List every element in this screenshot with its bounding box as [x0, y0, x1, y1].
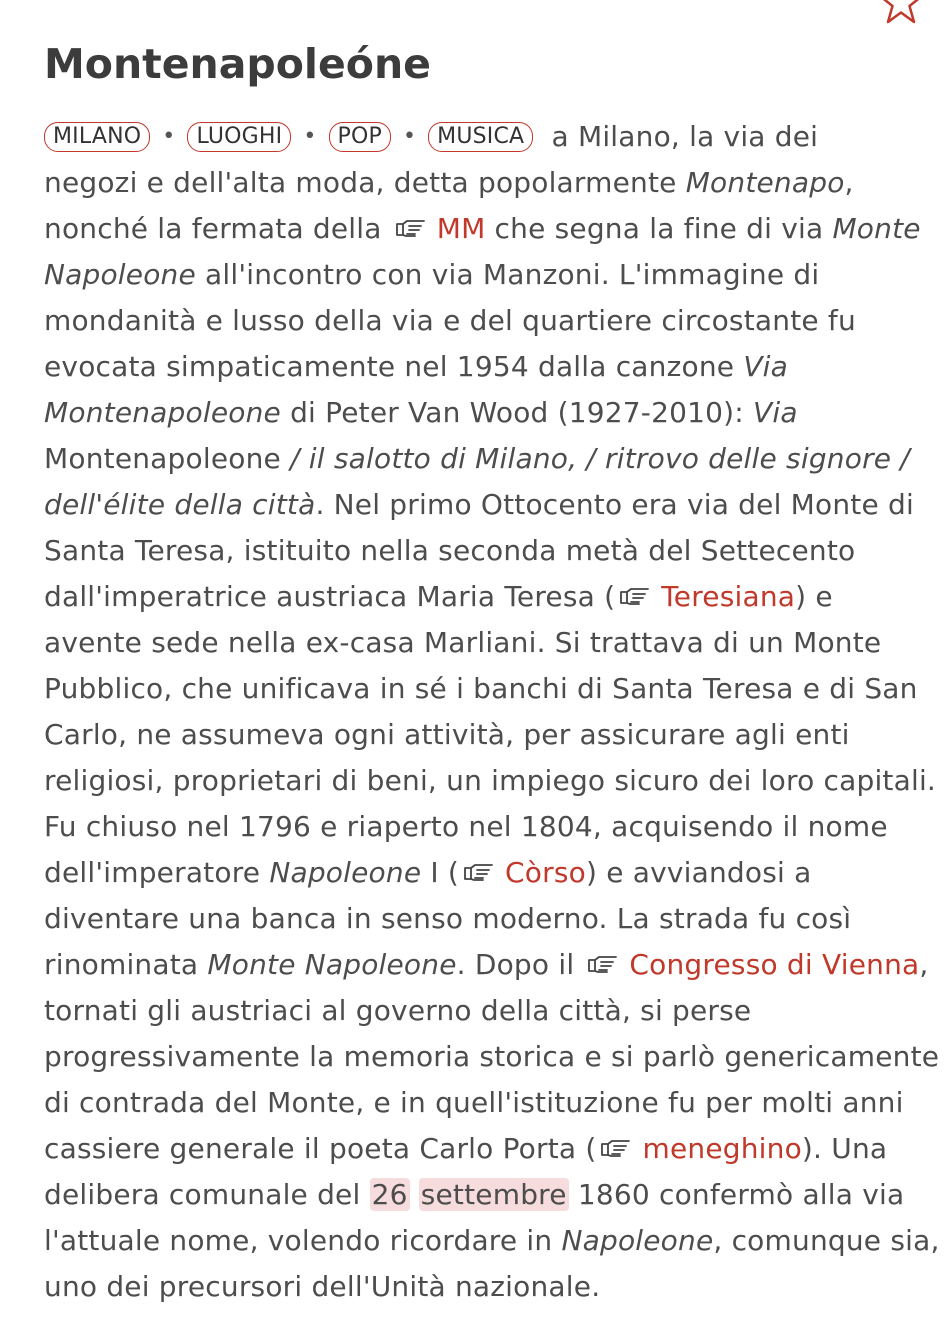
text-line: [44, 206, 949, 252]
text-line: [44, 850, 949, 896]
pointing-hand-icon: [600, 1137, 632, 1159]
text-fragment-italic: / il salotto di Milano, / ritrovo delle signore /: [280, 442, 910, 475]
text-line: avente sede nella ex-casa Marliani. Si trattava di un Monte: [44, 626, 882, 659]
text-fragment: , comunque sia,: [713, 1224, 940, 1257]
text-fragment: a Milano, la via dei: [551, 120, 819, 153]
text-fragment: ) e avviandosi a: [585, 856, 812, 889]
text-fragment: rinominata: [44, 948, 208, 981]
text-fragment: dall'imperatrice austriaca Maria Teresa (: [44, 580, 616, 613]
pointing-hand-icon: [463, 861, 495, 883]
text-fragment: dell'imperatore: [44, 856, 270, 889]
text-fragment: ). Una: [801, 1132, 888, 1165]
tag-separator: •: [303, 124, 317, 149]
text-fragment: evocata simpaticamente nel 1954 dalla canzone: [44, 350, 744, 383]
text-line: uno dei precursori dell'Unità nazionale.: [44, 1270, 601, 1303]
text-fragment-italic: Montenapo: [685, 166, 845, 199]
link-teresiana[interactable]: Teresiana: [661, 580, 796, 613]
pointing-hand-icon: [587, 953, 619, 975]
text-fragment: ,: [919, 948, 929, 981]
text-line: Fu chiuso nel 1796 e riaperto nel 1804, acquisendo il nome: [44, 810, 888, 843]
text-line: tornati gli austriaci al governo della città, si perse: [44, 994, 752, 1027]
tag-musica[interactable]: MUSICA: [428, 122, 533, 152]
tag-separator: •: [402, 124, 417, 149]
text-fragment-italic: Napoleone: [269, 856, 422, 889]
text-fragment: di Peter Van Wood (1927-2010):: [280, 396, 754, 429]
pointing-hand-icon: [395, 217, 427, 239]
text-fragment: ,: [844, 166, 854, 199]
text-line: Santa Teresa, istituito nella seconda metà del Settecento: [44, 534, 856, 567]
text-fragment-italic: Napoleone: [44, 258, 196, 291]
pointing-hand-icon: [619, 585, 651, 607]
text-fragment: . Dopo il: [456, 948, 584, 981]
text-line: [44, 160, 949, 206]
text-fragment: 1860 confermò alla via: [577, 1178, 905, 1211]
text-line: [44, 1218, 949, 1264]
text-fragment: I (: [421, 856, 460, 889]
text-fragment-italic: Via: [743, 350, 789, 383]
text-fragment: negozi e dell'alta moda, detta popolarmente: [44, 166, 686, 199]
text-line: [44, 436, 949, 482]
text-line: [44, 344, 949, 390]
text-fragment-italic: Montenapoleone: [44, 396, 281, 429]
highlight-day[interactable]: 26: [371, 1178, 408, 1211]
text-fragment: Montenapoleone: [44, 442, 281, 475]
page-title: Montenapoleóne: [44, 40, 431, 88]
text-fragment: ) e: [795, 580, 833, 613]
text-line: Pubblico, che unificava in sé i banchi di Santa Teresa e di San: [44, 672, 918, 705]
text-line: [44, 114, 949, 160]
text-fragment-italic: Monte: [832, 212, 921, 245]
tag-luoghi[interactable]: LUOGHI: [187, 122, 291, 152]
text-line: [44, 1172, 949, 1218]
text-fragment-italic: Napoleone: [561, 1224, 714, 1257]
text-line: Carlo, ne assumeva ogni attività, per assicurare agli enti: [44, 718, 850, 751]
text-fragment-italic: dell'élite della città: [44, 488, 316, 521]
tag-milano[interactable]: MILANO: [44, 122, 150, 152]
text-line: diventare una banca in senso moderno. La strada fu così: [44, 902, 852, 935]
text-fragment: l'attuale nome, volendo ricordare in: [44, 1224, 562, 1257]
link-corso[interactable]: Còrso: [505, 856, 586, 889]
link-congresso-di-vienna[interactable]: Congresso di Vienna: [629, 948, 920, 981]
link-meneghino[interactable]: meneghino: [642, 1132, 802, 1165]
text-line: [44, 942, 949, 988]
tag-separator: •: [162, 124, 176, 149]
text-line: [44, 252, 949, 298]
text-line: [44, 574, 949, 620]
text-line: [44, 1126, 949, 1172]
text-fragment: nonché la fermata della: [44, 212, 391, 245]
text-fragment-italic: Monte Napoleone: [207, 948, 457, 981]
tag-pop[interactable]: POP: [329, 122, 391, 152]
text-fragment: cassiere generale il poeta Carlo Porta (: [44, 1132, 597, 1165]
highlight-month[interactable]: settembre: [420, 1178, 567, 1211]
text-fragment: all'incontro con via Manzoni. L'immagine di: [195, 258, 820, 291]
text-line: mondanità e lusso della via e del quartiere circostante fu: [44, 304, 856, 337]
text-line: di contrada del Monte, e in quell'istituzione fu per molti anni: [44, 1086, 904, 1119]
text-line: progressivamente la memoria storica e si parlò genericamente: [44, 1040, 940, 1073]
link-mm[interactable]: MM: [436, 212, 486, 245]
text-fragment: delibera comunale del: [44, 1178, 370, 1211]
text-line: religiosi, proprietari di beni, un impiego sicuro dei loro capitali.: [44, 764, 937, 797]
text-line: [44, 482, 949, 528]
text-fragment-italic: Via: [753, 396, 798, 429]
favorite-star-icon[interactable]: [880, 0, 922, 28]
entry-body: [44, 114, 949, 1310]
text-fragment: . Nel primo Ottocento era via del Monte di: [315, 488, 914, 521]
text-fragment: che segna la fine di via: [485, 212, 833, 245]
text-line: [44, 390, 949, 436]
